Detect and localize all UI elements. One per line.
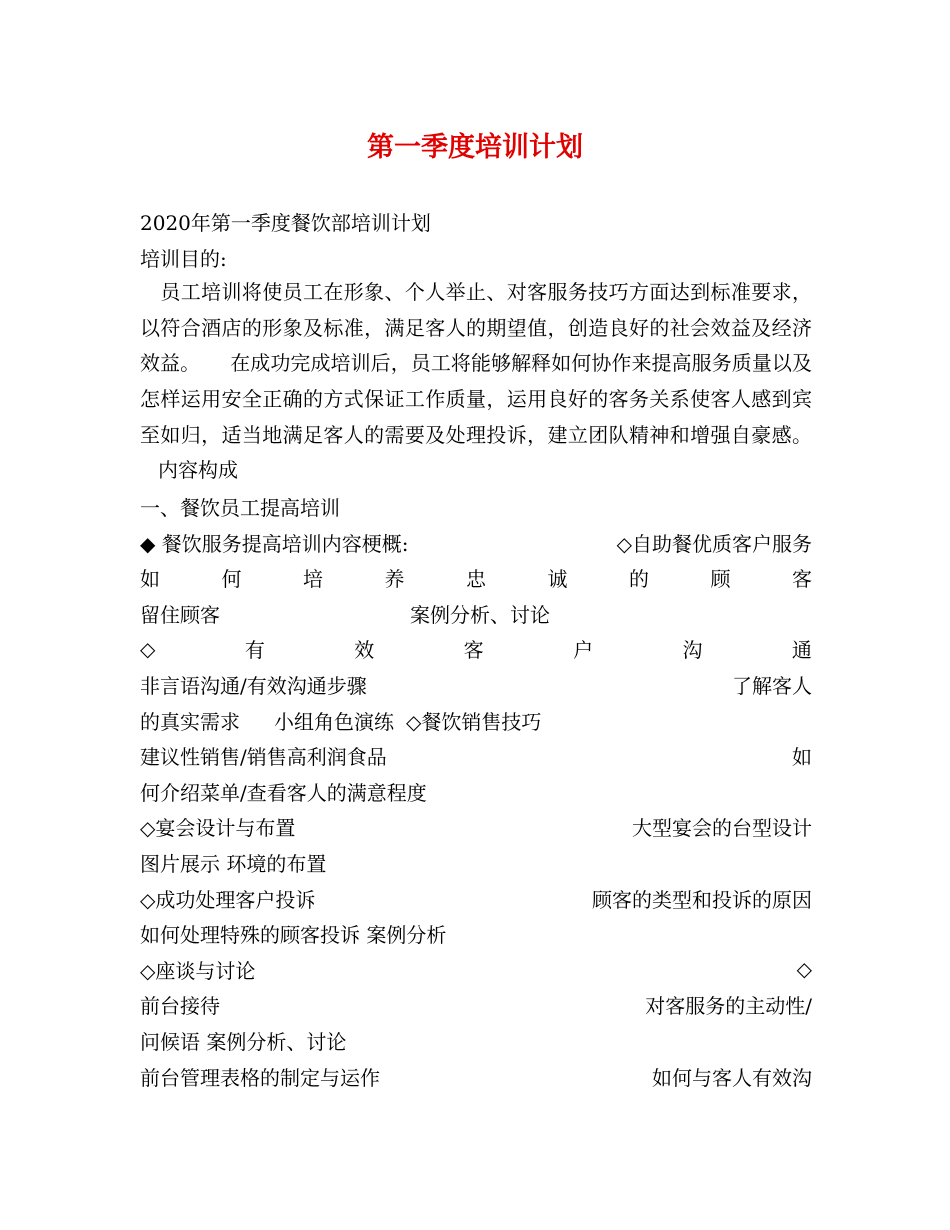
- purpose-paragraph: [140, 275, 812, 489]
- initiative-text: 对客服务的主动性/: [645, 994, 812, 1019]
- spread-char: 诚: [547, 567, 568, 592]
- document-body: [140, 204, 812, 1094]
- needs-text: 的真实需求: [140, 709, 240, 734]
- nonverbal-line: [140, 667, 812, 703]
- spread-char: 沟: [682, 638, 703, 663]
- spread-char: 户: [573, 638, 594, 663]
- menu-line: 何介绍菜单/查看客人的满意程度: [140, 780, 427, 805]
- needs-line: [140, 702, 812, 738]
- banquet-heading: ◇宴会设计与布置: [140, 816, 296, 841]
- case-discussion-text: 案例分析、讨论: [410, 602, 550, 627]
- spread-char: 如: [140, 567, 160, 592]
- spread-char: 培: [303, 567, 323, 592]
- understand-text: 了解客人: [732, 674, 812, 699]
- layout-text: 大型宴会的台型设计: [632, 816, 812, 841]
- reception-text: 前台接待: [140, 994, 220, 1019]
- purpose-label: 培训目的:: [140, 246, 227, 271]
- spread-char: 养: [384, 567, 405, 592]
- roleplay-text: 小组角色演练: [274, 709, 394, 734]
- discussion-heading: ◇座谈与讨论: [140, 958, 256, 983]
- types-text: 顾客的类型和投诉的原因: [592, 887, 812, 912]
- purpose-text-a: 员工培训将使员工在形象、个人举止、对客服务技巧方面达到标准要求，以符合酒店的形象及标准，满足客人的期望值，创造良好的社会效益及经济效益。: [140, 280, 812, 376]
- effective-text: 如何与客人有效沟: [652, 1065, 812, 1090]
- purpose-text-b: 在成功完成培训后，员工将能够解释如何协作来提高服务质量以及怎样运用安全正确的方式保证工作质量，运用良好的客务关系使客人感到宾至如归，适当地满足客人的需要及处理投诉，建立团队精神和增强自豪感。: [140, 351, 812, 447]
- suggest-line: [140, 738, 812, 774]
- spread-char: 忠: [466, 567, 486, 592]
- plan-heading: 2020年第一季度餐饮部培训计划: [140, 211, 431, 236]
- content-label: 内容构成: [158, 458, 238, 483]
- special-line: 如何处理特殊的顾客投诉 案例分析: [140, 923, 447, 948]
- complaint-heading: ◇成功处理客户投诉: [140, 887, 316, 912]
- spread-char: 效: [354, 638, 375, 663]
- sales-heading: ◇餐饮销售技巧: [406, 709, 542, 734]
- spread-char: 顾: [710, 567, 731, 592]
- spread-char: 何: [221, 567, 242, 592]
- spread-char: 有: [244, 638, 265, 663]
- spread-char: 通: [791, 638, 812, 663]
- retain-line: [140, 596, 812, 632]
- greeting-line: 问候语 案例分析、讨论: [140, 1029, 347, 1054]
- reception-line: [140, 987, 812, 1023]
- forms-text: 前台管理表格的制定与运作: [140, 1065, 380, 1090]
- spread-char: 的: [629, 567, 649, 592]
- banquet-line: [140, 809, 812, 845]
- ru-text: 如: [792, 745, 812, 770]
- overview-right: ◇自助餐优质客户服务: [616, 531, 812, 556]
- overview-left: ◆ 餐饮服务提高培训内容梗概:: [140, 531, 409, 556]
- suggest-text: 建议性销售/销售高利润食品: [140, 745, 387, 770]
- forms-line: [140, 1058, 812, 1094]
- pics-line: 图片展示 环境的布置: [140, 851, 327, 876]
- retain-text: 留住顾客: [140, 602, 220, 627]
- overview-line: [140, 524, 812, 560]
- diamond-marker: ◇: [796, 957, 812, 982]
- nonverbal-text: 非言语沟通/有效沟通步骤: [140, 674, 367, 699]
- spread-char: 客: [463, 638, 484, 663]
- document-title: 第一季度培训计划: [367, 132, 583, 163]
- spread-char: 客: [792, 567, 812, 592]
- spread-line-2: [140, 631, 812, 667]
- complaint-line: [140, 880, 812, 916]
- discussion-line: [140, 951, 812, 987]
- spread-char: ◇: [140, 636, 156, 661]
- section-heading: 一、餐饮员工提高培训: [140, 496, 340, 521]
- spread-line-1: [140, 560, 812, 596]
